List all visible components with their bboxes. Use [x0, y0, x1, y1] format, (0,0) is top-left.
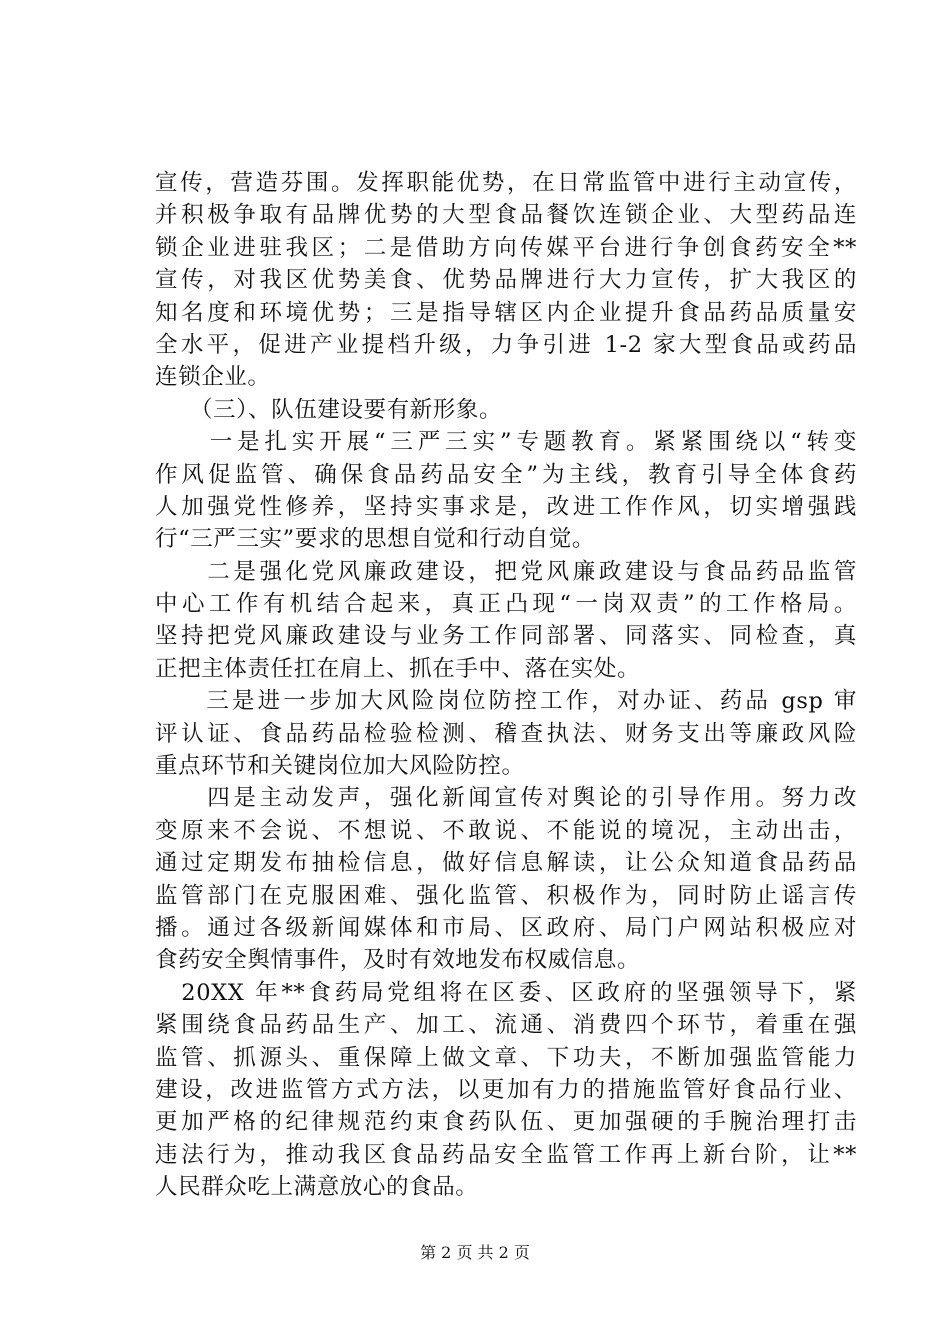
text-line: 知名度和环境优势；三是指导辖区内企业提升食品药品质量安 — [155, 299, 857, 326]
text-line: 全水平，促进产业提档升级，力争引进 1-2 家大型食品或药品 — [155, 331, 857, 358]
text-line: 并积极争取有品牌优势的大型食品餐饮连锁企业、大型药品连 — [155, 202, 857, 229]
text-line: 四是主动发声，强化新闻宣传对舆论的引导作用。努力改 — [155, 785, 857, 812]
text-line: 通过定期发布抽检信息，做好信息解读，让公众知道食品药品 — [155, 850, 857, 877]
text-line: 正把主体责任扛在肩上、抓在手中、落在实处。 — [155, 655, 641, 682]
text-line: 违法行为，推动我区食品药品安全监管工作再上新台阶，让** — [155, 1141, 857, 1168]
text-line: 食药安全舆情事件，及时有效地发布权威信息。 — [155, 947, 641, 974]
text-line: 坚持把党风廉政建设与业务工作同部署、同落实、同检查，真 — [155, 623, 857, 650]
text-line: 一是扎实开展“三严三实”专题教育。紧紧围绕以“转变 — [155, 429, 857, 456]
document-body — [155, 167, 857, 1204]
text-line: 监管部门在克服困难、强化监管、积极作为，同时防止谣言传 — [155, 882, 857, 909]
text-line: 监管、抓源头、重保障上做文章、下功夫，不断加强监管能力 — [155, 1044, 857, 1071]
text-line: 人加强党性修养，坚持实事求是，改进工作作风，切实增强践 — [155, 493, 857, 520]
text-line: 变原来不会说、不想说、不敢说、不能说的境况，主动出击， — [155, 817, 857, 844]
text-line: 锁企业进驻我区；二是借助方向传媒平台进行争创食药安全** — [155, 234, 857, 261]
text-line: 三是进一步加大风险岗位防控工作，对办证、药品 gsp 审 — [155, 688, 857, 715]
text-line: 人民群众吃上满意放心的食品。 — [155, 1174, 479, 1201]
page-footer — [0, 1242, 950, 1264]
text-line: 评认证、食品药品检验检测、稽查执法、财务支出等廉政风险 — [155, 720, 857, 747]
page-number-label: 第 2 页 共 2 页 — [420, 1243, 530, 1262]
text-line: 播。通过各级新闻媒体和市局、区政府、局门户网站积极应对 — [155, 914, 857, 941]
text-line: 更加严格的纪律规范约束食药队伍、更加强硬的手腕治理打击 — [155, 1109, 857, 1136]
text-line: 连锁企业。 — [155, 364, 271, 391]
text-line: 20XX 年**食药局党组将在区委、区政府的坚强领导下，紧 — [155, 979, 857, 1006]
text-line: 建设，改进监管方式方法，以更加有力的措施监管好食品行业、 — [155, 1076, 857, 1103]
text-line: 宣传，营造芬围。发挥职能优势，在日常监管中进行主动宣传， — [155, 170, 857, 196]
text-line: 紧围绕食品药品生产、加工、流通、消费四个环节，着重在强 — [155, 1012, 857, 1039]
text-line: 宣传，对我区优势美食、优势品牌进行大力宣传，扩大我区的 — [155, 267, 857, 294]
text-line: 二是强化党风廉政建设，把党风廉政建设与食品药品监管 — [155, 558, 857, 585]
text-line: 行“三严三实”要求的思想自觉和行动自觉。 — [155, 526, 596, 553]
section-heading: （三）、队伍建设要有新形象。 — [155, 396, 503, 423]
text-line: 中心工作有机结合起来，真正凸现“一岗双责”的工作格局。 — [155, 591, 857, 618]
text-line: 作风促监管、确保食品药品安全”为主线，教育引导全体食药 — [155, 461, 857, 488]
text-line: 重点环节和关键岗位加大风险防控。 — [155, 753, 525, 780]
